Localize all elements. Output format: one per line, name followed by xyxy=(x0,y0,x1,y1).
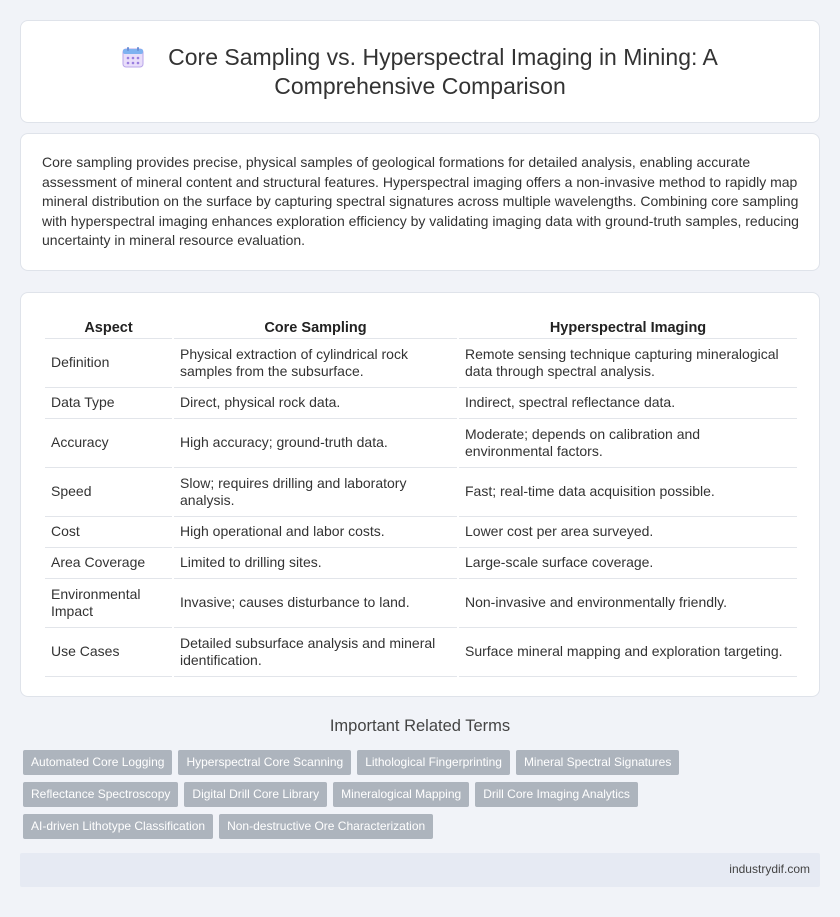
aspect-cell: Use Cases xyxy=(45,628,172,677)
related-term-tag[interactable]: Non-destructive Ore Characterization xyxy=(219,814,433,839)
related-term-tag[interactable]: AI-driven Lithotype Classification xyxy=(23,814,213,839)
related-term-tag[interactable]: Reflectance Spectroscopy xyxy=(23,782,178,807)
core-sampling-cell: Detailed subsurface analysis and mineral identification. xyxy=(174,628,457,677)
hyperspectral-cell: Indirect, spectral reflectance data. xyxy=(459,388,797,419)
hyperspectral-cell: Lower cost per area surveyed. xyxy=(459,517,797,548)
aspect-cell: Definition xyxy=(45,339,172,388)
related-terms-list xyxy=(23,750,803,846)
related-term-tag[interactable]: Drill Core Imaging Analytics xyxy=(475,782,638,807)
title-card xyxy=(20,20,820,123)
related-terms-heading: Important Related Terms xyxy=(329,717,511,735)
page-title-block xyxy=(81,43,759,101)
table-row xyxy=(45,339,797,388)
table-row xyxy=(45,628,797,677)
footer xyxy=(20,853,820,887)
aspect-cell: Cost xyxy=(45,517,172,548)
table-row xyxy=(45,548,797,579)
related-term-tag[interactable]: Hyperspectral Core Scanning xyxy=(178,750,351,775)
calendar-icon xyxy=(122,46,144,68)
table-row xyxy=(45,419,797,468)
tag-row xyxy=(23,814,803,846)
related-term-tag[interactable]: Mineralogical Mapping xyxy=(333,782,469,807)
column-header-hyperspectral: Hyperspectral Imaging xyxy=(459,317,797,339)
aspect-cell: Area Coverage xyxy=(45,548,172,579)
table-row xyxy=(45,579,797,628)
column-header-core-sampling: Core Sampling xyxy=(174,317,457,339)
hyperspectral-cell: Large-scale surface coverage. xyxy=(459,548,797,579)
aspect-cell: Environmental Impact xyxy=(45,579,172,628)
comparison-table-card xyxy=(20,292,820,697)
related-term-tag[interactable]: Lithological Fingerprinting xyxy=(357,750,510,775)
intro-paragraph: Core sampling provides precise, physical samples of geological formations for detailed analysis, enabling accurate assessment of mineral content and structural features. Hyperspectral imaging offers a non-invasive method to rapidly map mineral distribution on the surface by capturing spectral signatures across multiple wavelengths. Combining core sampling with hyperspectral imaging enhances exploration efficiency by validating imaging data with ground-truth samples, reducing uncertainty in mineral resource evaluation. xyxy=(42,154,799,248)
comparison-table xyxy=(43,317,799,677)
related-term-tag[interactable]: Digital Drill Core Library xyxy=(184,782,327,807)
hyperspectral-cell: Moderate; depends on calibration and environmental factors. xyxy=(459,419,797,468)
core-sampling-cell: High accuracy; ground-truth data. xyxy=(174,419,457,468)
tag-row xyxy=(23,782,803,814)
core-sampling-cell: Slow; requires drilling and laboratory analysis. xyxy=(174,468,457,517)
column-header-aspect: Aspect xyxy=(45,317,172,339)
table-row xyxy=(45,388,797,419)
related-term-tag[interactable]: Mineral Spectral Signatures xyxy=(516,750,679,775)
hyperspectral-cell: Remote sensing technique capturing mineralogical data through spectral analysis. xyxy=(459,339,797,388)
aspect-cell: Data Type xyxy=(45,388,172,419)
aspect-cell: Speed xyxy=(45,468,172,517)
core-sampling-cell: Invasive; causes disturbance to land. xyxy=(174,579,457,628)
hyperspectral-cell: Fast; real-time data acquisition possible. xyxy=(459,468,797,517)
table-row xyxy=(45,468,797,517)
core-sampling-cell: Limited to drilling sites. xyxy=(174,548,457,579)
core-sampling-cell: Physical extraction of cylindrical rock samples from the subsurface. xyxy=(174,339,457,388)
hyperspectral-cell: Non-invasive and environmentally friendly. xyxy=(459,579,797,628)
footer-site-link[interactable]: industrydif.com xyxy=(729,862,810,876)
related-term-tag[interactable]: Automated Core Logging xyxy=(23,750,172,775)
page-title: Core Sampling vs. Hyperspectral Imaging in Mining: A Comprehensive Comparison xyxy=(168,44,718,99)
aspect-cell: Accuracy xyxy=(45,419,172,468)
hyperspectral-cell: Surface mineral mapping and exploration targeting. xyxy=(459,628,797,677)
table-header-row xyxy=(45,317,797,339)
intro-card xyxy=(20,133,820,271)
core-sampling-cell: High operational and labor costs. xyxy=(174,517,457,548)
core-sampling-cell: Direct, physical rock data. xyxy=(174,388,457,419)
table-row xyxy=(45,517,797,548)
tag-row xyxy=(23,750,803,782)
